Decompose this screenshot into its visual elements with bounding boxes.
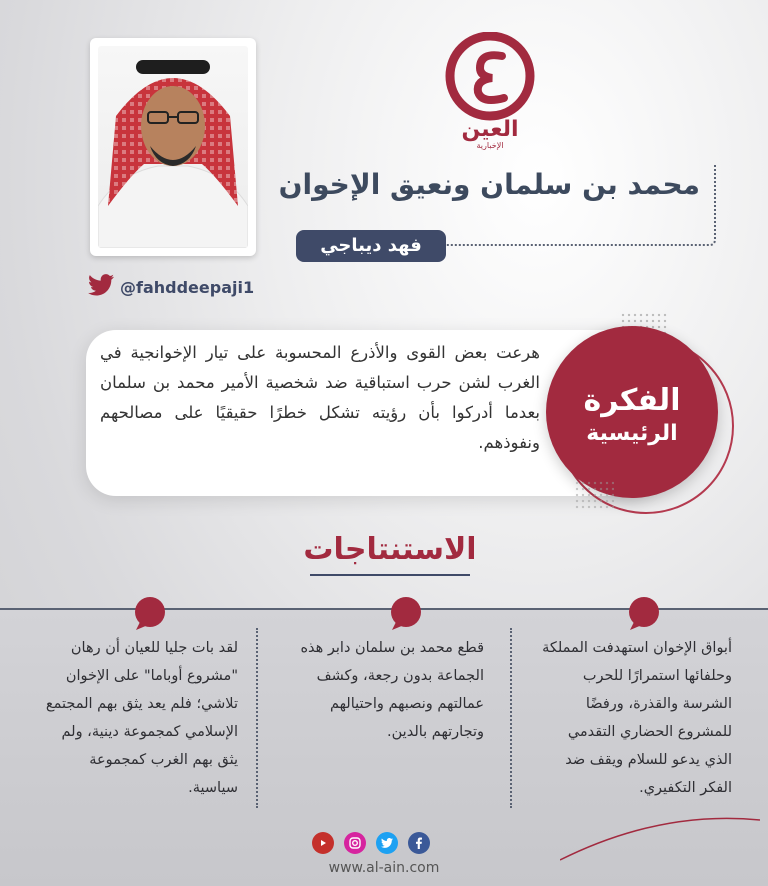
- main-idea-label-line2: الرئيسية: [586, 421, 678, 446]
- al-ain-logo: [438, 32, 542, 150]
- author-portrait-frame: [90, 38, 256, 256]
- twitter-row[interactable]: [88, 274, 254, 300]
- speech-bubble-icon: [388, 596, 424, 632]
- main-idea-text: هرعت بعض القوى والأذرع المحسوبة على تيار الإخوانجية في الغرب لشن حرب استباقية ضد شخصية الأمير محمد بن سلمان بعدما أدركوا بأن رؤيته تشكل خطرًا حقيقيًا على مصالحهم ونفوذهم.: [100, 343, 540, 452]
- column-divider: [510, 628, 512, 808]
- article-title: محمد بن سلمان ونعيق الإخوان: [278, 168, 700, 201]
- decorative-curve: [560, 810, 760, 870]
- social-icons: [312, 832, 430, 854]
- author-portrait: [98, 46, 248, 248]
- decorative-dots: [574, 480, 614, 510]
- conclusion-item: أبواق الإخوان استهدفت المملكة وحلفائها استمرارًا للحرب الشرسة والقذرة، ورفضًا للمشروع الحضاري التقدمي الذي يدعو للسلام ويقف ضد الفكر التكفيري.: [542, 640, 732, 796]
- facebook-icon[interactable]: [408, 832, 430, 854]
- instagram-icon[interactable]: [344, 832, 366, 854]
- main-idea-label: [546, 382, 718, 448]
- conclusions-title: الاستنتاجات: [303, 532, 477, 567]
- youtube-icon[interactable]: [312, 832, 334, 854]
- speech-bubble-icon: [132, 596, 168, 632]
- conclusions-underline: [310, 574, 470, 576]
- main-idea-label-line1: الفكرة: [583, 383, 681, 418]
- speech-bubble-icon: [626, 596, 662, 632]
- logo-subtext: الإخبارية: [476, 141, 504, 150]
- twitter-icon[interactable]: [376, 832, 398, 854]
- conclusion-item: لقد بات جليا للعيان أن رهان "مشروع أوباما" على الإخوان تلاشي؛ فلم يعد يثق بهم المجتمع الإسلامي كمجموعة دينية، ولم يثق بهم الغرب كمجموعة سياسية.: [45, 640, 238, 796]
- author-name: فهد ديباجي: [296, 230, 446, 262]
- twitter-handle: @fahddeepaji1: [120, 277, 255, 297]
- conclusion-item: قطع محمد بن سلمان دابر هذه الجماعة بدون رجعة، وكشف عمالتهم ونصبهم واحتيالهم وتجارتهم بالدين.: [300, 640, 484, 740]
- website-link[interactable]: www.al-ain.com: [328, 860, 440, 876]
- logo-text: العين: [461, 117, 519, 142]
- twitter-icon: [88, 274, 114, 300]
- column-divider: [256, 628, 258, 808]
